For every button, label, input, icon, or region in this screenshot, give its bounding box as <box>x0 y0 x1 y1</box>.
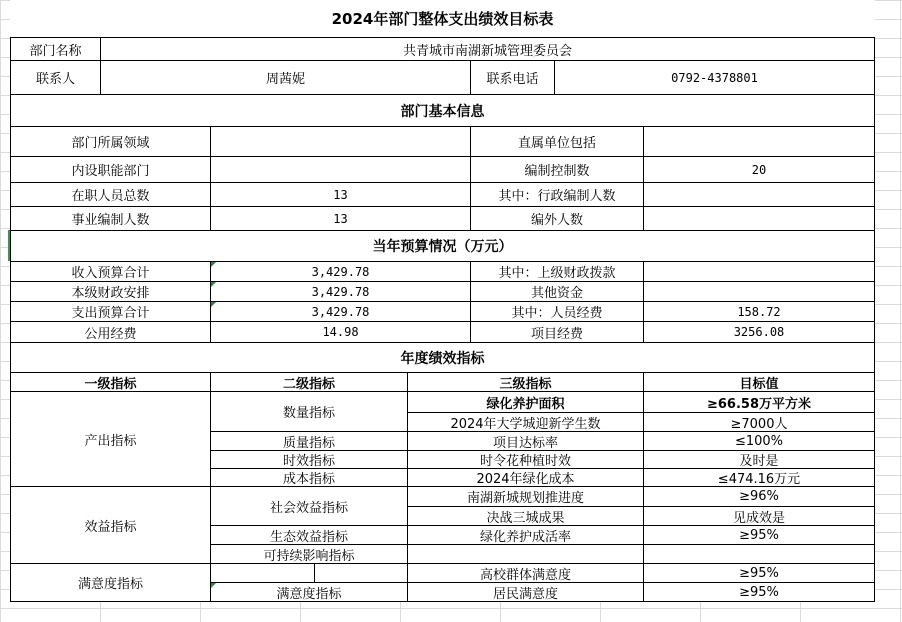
section-budget: 当年预算情况（万元） <box>10 230 875 262</box>
value-institution-staff: 13 <box>210 206 471 231</box>
section-indicators: 年度绩效指标 <box>10 342 875 373</box>
label-institution-staff: 事业编制人数 <box>10 206 211 231</box>
value-local-finance: 3,429.78 <box>210 281 471 302</box>
value-superior-transfer <box>643 261 875 282</box>
label-phone: 联系电话 <box>470 60 555 95</box>
cell-comment-marker <box>211 262 216 267</box>
target-greening-cost: ≤474.16万元 <box>643 468 875 487</box>
level3-greening-cost: 2024年绿化成本 <box>407 468 644 487</box>
header-target: 目标值 <box>643 372 875 392</box>
label-income-budget: 收入预算合计 <box>10 261 211 282</box>
cell-comment-marker <box>211 583 216 588</box>
label-expense-budget: 支出预算合计 <box>10 301 211 322</box>
target-sustainable-empty <box>643 544 875 564</box>
header-level3: 三级指标 <box>407 372 644 392</box>
value-income-budget: 3,429.78 <box>210 261 471 282</box>
level2-sustainable: 可持续影响指标 <box>210 544 408 564</box>
label-internal-depts: 内设职能部门 <box>10 156 211 183</box>
level3-pass-rate: 项目达标率 <box>407 431 644 451</box>
label-admin-staff: 其中：行政编制人数 <box>470 182 644 207</box>
value-public-cost: 14.98 <box>210 321 471 343</box>
target-three-cities: 见成效是 <box>643 506 875 526</box>
label-other-funds: 其他资金 <box>470 281 644 302</box>
value-admin-staff <box>643 182 875 207</box>
label-personnel-cost: 其中：人员经费 <box>470 301 644 322</box>
level1-benefit: 效益指标 <box>10 486 211 564</box>
cell-comment-marker <box>211 302 216 307</box>
level2-satisfaction-empty <box>210 563 315 583</box>
level2-satisfaction: 满意度指标 <box>210 582 408 602</box>
value-personnel-cost: 158.72 <box>643 301 875 322</box>
level3-resident-satisfaction: 居民满意度 <box>407 582 644 602</box>
target-resident-satisfaction: ≥95% <box>643 582 875 602</box>
label-contact: 联系人 <box>10 60 101 95</box>
label-staffing-quota: 编制控制数 <box>470 156 644 183</box>
label-dept-name: 部门名称 <box>10 37 101 61</box>
level3-new-students: 2024年大学城迎新学生数 <box>407 412 644 432</box>
label-superior-transfer: 其中：上级财政拨款 <box>470 261 644 282</box>
label-domain: 部门所属领域 <box>10 126 211 157</box>
value-project-cost: 3256.08 <box>643 321 875 343</box>
label-non-quota-staff: 编外人数 <box>470 206 644 231</box>
header-level1: 一级指标 <box>10 372 211 392</box>
target-greening-area: ≥66.58万平方米 <box>643 391 875 413</box>
label-local-finance: 本级财政安排 <box>10 281 211 302</box>
target-new-students: ≥7000人 <box>643 412 875 432</box>
level1-output: 产出指标 <box>10 391 211 487</box>
value-non-quota-staff <box>643 206 875 231</box>
level2-satisfaction-empty-b <box>314 563 408 583</box>
label-project-cost: 项目经费 <box>470 321 644 343</box>
level2-cost: 成本指标 <box>210 468 408 487</box>
header-level2: 二级指标 <box>210 372 408 392</box>
label-total-staff: 在职人员总数 <box>10 182 211 207</box>
target-college-satisfaction: ≥95% <box>643 563 875 583</box>
value-contact: 周茜妮 <box>100 60 471 95</box>
section-basic-info: 部门基本信息 <box>10 94 875 127</box>
value-internal-depts <box>210 156 471 183</box>
level2-social-benefit: 社会效益指标 <box>210 486 408 526</box>
value-other-funds <box>643 281 875 302</box>
target-planning-progress: ≥96% <box>643 486 875 507</box>
level2-timeliness: 时效指标 <box>210 450 408 469</box>
level3-greening-area: 绿化养护面积 <box>407 391 644 413</box>
value-expense-budget: 3,429.78 <box>210 301 471 322</box>
value-staffing-quota: 20 <box>643 156 875 183</box>
level2-eco-benefit: 生态效益指标 <box>210 525 408 545</box>
target-survival-rate: ≥95% <box>643 525 875 545</box>
value-total-staff: 13 <box>210 182 471 207</box>
level2-quantity: 数量指标 <box>210 391 408 432</box>
level3-planning-progress: 南湖新城规划推进度 <box>407 486 644 507</box>
level2-quality: 质量指标 <box>210 431 408 451</box>
target-planting-timeliness: 及时是 <box>643 450 875 469</box>
target-pass-rate: ≤100% <box>643 431 875 451</box>
level3-planting-timeliness: 时令花种植时效 <box>407 450 644 469</box>
value-phone: 0792-4378801 <box>554 60 875 95</box>
level3-survival-rate: 绿化养护成活率 <box>407 525 644 545</box>
label-subunits: 直属单位包括 <box>470 126 644 157</box>
level3-three-cities: 决战三城成果 <box>407 506 644 526</box>
sheet-title: 2024年部门整体支出绩效目标表 <box>10 0 875 37</box>
selection-marker <box>8 230 10 261</box>
label-public-cost: 公用经费 <box>10 321 211 343</box>
cell-comment-marker <box>211 282 216 287</box>
level3-sustainable-empty <box>407 544 644 564</box>
level3-college-satisfaction: 高校群体满意度 <box>407 563 644 583</box>
level1-satisfaction: 满意度指标 <box>10 563 211 602</box>
value-subunits <box>643 126 875 157</box>
value-dept-name: 共青城市南湖新城管理委员会 <box>100 37 875 61</box>
value-domain <box>210 126 471 157</box>
